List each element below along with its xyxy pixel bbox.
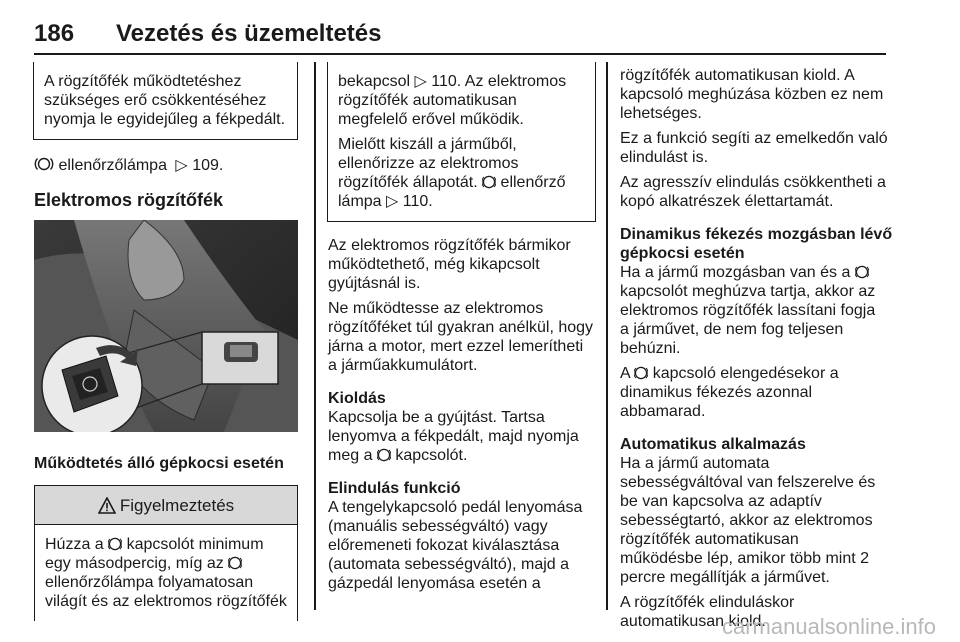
paragraph: rögzítőfék automatikusan kiold. A kapcsoló meghúzása közben ez nem lehetséges.: [620, 67, 884, 122]
note-line: nyomja le egyidejűleg a fékpedált.: [44, 111, 286, 128]
page-number: 186: [34, 20, 75, 47]
warning-line: világít és az elektromos rögzítőfék: [45, 593, 287, 610]
note-line: megfelelő erővel működik.: [338, 111, 524, 128]
paragraph: Ez a funkció segíti az emelkedőn való elindulást is.: [620, 130, 888, 166]
column-2: [328, 62, 596, 593]
note-line: ellenőrizze az elektromos: [338, 155, 519, 172]
lamp-line: [34, 156, 298, 175]
paragraph: Az elektromos rögzítőfék bármikor működtethető, még kikapcsolt gyújtásnál is.: [328, 237, 571, 292]
note-line: lámpa ▷ 110.: [338, 193, 433, 210]
warning-line: Húzza a kapcsolót minimum: [45, 536, 264, 553]
note-line: szükséges erő csökkentéséhez: [44, 92, 267, 109]
warning-line: egy másodpercig, míg az: [45, 554, 287, 573]
note-line: A rögzítőfék működtetéshez: [44, 73, 242, 90]
drive-title: Elindulás funkció: [328, 480, 461, 497]
p-switch-icon: [634, 366, 648, 380]
warning-line: ellenőrzőlámpa folyamatosan: [45, 574, 254, 591]
column-divider-1: [314, 62, 316, 610]
header-rule: [34, 53, 886, 55]
paragraph: Ha a jármű mozgásban van és a kapcsolót meghúzva tartja, akkor az elektromos rögzítőfék lassítani fogja a járművet, de nem fog teljesen behúzni.: [620, 264, 876, 357]
paragraph: A kapcsoló elengedésekor a dinamikus fékezés azonnal abbamarad.: [620, 365, 839, 420]
column-1: [34, 62, 298, 621]
warning-triangle-icon: [98, 497, 116, 514]
ref-arrow-icon: ▷: [414, 73, 427, 90]
note-box-continued: [327, 62, 596, 222]
release-title: Kioldás: [328, 390, 386, 407]
chapter-title: Vezetés és üzemeltetés: [116, 20, 382, 47]
note-line: Mielőtt kiszáll a járműből,: [338, 136, 517, 153]
paragraph: Kapcsolja be a gyújtást. Tartsa lenyomva a fékpedált, majd nyomja meg a kapcsolót.: [328, 409, 579, 464]
ref-arrow-icon: ▷: [175, 157, 188, 174]
figure-subtitle: Működtetés álló gépkocsi esetén: [34, 455, 284, 472]
paragraph: Ne működtesse az elektromos rögzítőféket túl gyakran anélkül, hogy járna a motor, mert ezzel lemerítheti a járműakkumulátort.: [328, 300, 594, 374]
p-switch-icon: [108, 537, 122, 551]
paragraph: Az agresszív elindulás csökkentheti a kopó alkatrészek élettartamát.: [620, 174, 886, 210]
lamp-page-ref: 109.: [192, 157, 224, 174]
warning-header: [34, 485, 298, 525]
warning-box: [34, 485, 298, 621]
page-header: [34, 20, 886, 52]
warning-body: [34, 525, 298, 621]
note-line: rögzítőfék automatikusan: [338, 92, 517, 109]
column-3: [620, 62, 893, 631]
paragraph: A rögzítőfék elinduláskor automatikusan kiold.: [620, 594, 795, 630]
parking-brake-lamp-icon: [34, 156, 54, 172]
p-lamp-icon: [228, 556, 242, 570]
ref-arrow-icon: ▷: [386, 193, 399, 210]
note-line: bekapcsol ▷ 110. Az elektromos: [338, 73, 567, 90]
lamp-text: ellenőrzőlámpa: [58, 157, 167, 174]
dynamic-braking-title: Dinamikus fékezés mozgásban lévő gépkocsi esetén: [620, 226, 893, 262]
note-box: [33, 62, 298, 140]
p-lamp-icon: [482, 175, 496, 189]
column-divider-2: [606, 62, 608, 610]
p-switch-icon: [855, 265, 869, 279]
watermark: carmanualsonline.info: [721, 614, 936, 639]
p-switch-icon: [377, 448, 391, 462]
note-line: rögzítőfék állapotát. ellenőrző: [338, 174, 566, 191]
warning-title: Figyelmeztetés: [119, 495, 235, 515]
paragraph: A tengelykapcsoló pedál lenyomása (manuális sebességváltó) vagy előremeneti fokozat kiválasztása (automata sebességváltó), majd a gázpedál lenyomása esetén a: [328, 499, 583, 592]
auto-apply-title: Automatikus alkalmazás: [620, 436, 806, 453]
parking-brake-figure: [34, 220, 298, 432]
paragraph: Ha a jármű automata sebességváltóval van felszerelve és be van kapcsolva az adaptív sebességtartó, akkor az elektromos rögzítőfék automatikusan működésbe lép, amikor több mint 2 percre megállítják a járművet.: [620, 455, 876, 586]
section-title: Elektromos rögzítőfék: [34, 190, 224, 210]
